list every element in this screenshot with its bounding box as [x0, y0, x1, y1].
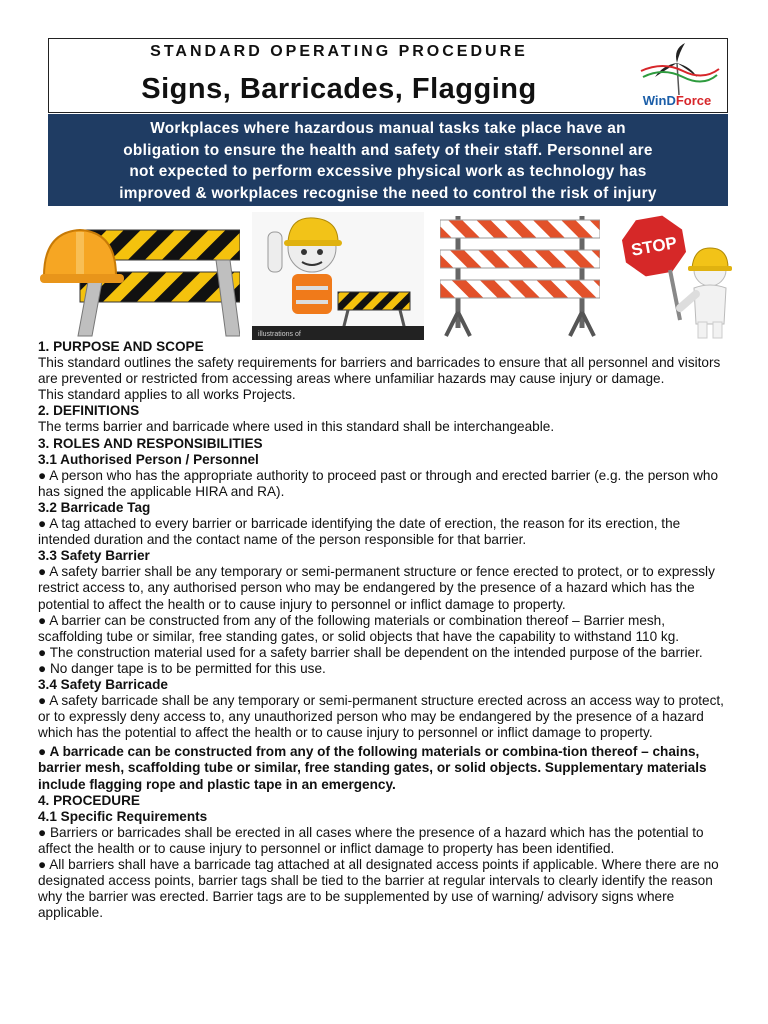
subsection-heading: 3.2 Barricade Tag — [38, 499, 151, 515]
stop-sign-text: STOP — [629, 233, 679, 260]
bullet-paragraph: ● A person who has the appropriate authority to proceed past or through and erected barrier (e.g. the person who has signed the applicable HIRA and RA). — [38, 467, 719, 499]
paragraph: This standard outlines the safety requirements for barriers and barricades to ensure that all personnel and visitors are prevented or restricted from accessing areas where unfamiliar hazards may cause injury or damage. — [38, 355, 721, 387]
banner-line: obligation to ensure the health and safety of their staff. Personnel are — [123, 141, 653, 159]
intro-banner — [48, 114, 728, 206]
bullet-paragraph: ● A barrier can be constructed from any of the following materials or combination thereof – Barrier mesh, scaffolding tube or similar, free standing gates, or solid objects that have the capability to withstand 110 kg. — [38, 612, 680, 644]
bullet-paragraph: ● No danger tape is to be permitted for this use. — [38, 660, 326, 676]
illustrations-row — [40, 212, 740, 340]
bullet-paragraph: ● A safety barricade shall be any temporary or semi-permanent structure erected across an access way to protect, or to expressly deny access to, any unauthorized person who may be endangered by the presence of a hazard which has the potential to affect the health or to cause injury to personnel or inflict damage to property. — [38, 693, 724, 741]
header-box — [48, 38, 728, 113]
bullet-paragraph: ● All barriers shall have a barricade tag attached at all designated access points if applicable. Where there are no designated access points, barrier tags shall be tied to the barrier at regular intervals to clearly identify the reason why the barrier was erected. Barrier tags are to be supplemented by use of warning/ advisory signs where applicable. — [38, 857, 719, 921]
document-body — [38, 339, 730, 921]
document-type: STANDARD OPERATING PROCEDURE — [150, 43, 528, 60]
bullet-paragraph: ● Barriers or barricades shall be erected in all cases where the presence of a hazard which has the potential to affect the health or to cause injury to personnel or inflict damage to property has been identified. — [38, 824, 704, 856]
document-title: Signs, Barricades, Flagging — [141, 73, 537, 105]
banner-line: improved & workplaces recognise the need to control the risk of injury — [119, 184, 657, 202]
worker-with-barricade-image — [252, 212, 424, 340]
bold-bullet-paragraph: ● A barricade can be constructed from any of the following materials or combina-tion thereof – chains, barrier mesh, scaffolding tube or similar, free standing gates, or solid objects. Supplementary materials include flagging rope and plastic tape in an emergency. — [38, 744, 707, 792]
image-caption: illustrations of — [258, 331, 301, 338]
subsection-heading: 3.1 Authorised Person / Personnel — [38, 451, 259, 467]
logo-text: WinDForce — [642, 93, 712, 108]
subsection-heading: 4.1 Specific Requirements — [38, 808, 208, 824]
bullet-paragraph: ● The construction material used for a safety barrier shall be dependent on the intended purpose of the barrier. — [38, 644, 703, 660]
subsection-heading: 3.3 Safety Barrier — [38, 548, 150, 564]
wind-turbine-logo-icon — [633, 41, 721, 95]
section-heading: 1. PURPOSE AND SCOPE — [38, 339, 204, 354]
banner-line: not expected to perform excessive physical work as technology has — [129, 163, 647, 180]
striped-barrier-image — [440, 212, 600, 340]
barricade-with-hard-hat-image — [40, 212, 240, 340]
windforce-logo — [633, 41, 721, 111]
paragraph: The terms barrier and barricade where used in this standard shall be interchangeable. — [38, 419, 555, 435]
bullet-paragraph: ● A safety barrier shall be any temporary or semi-permanent structure or fence erected to protect, or to expressly restrict access to, any authorised person who may be endangered by the presence of a hazard which has the potential to affect the health or to cause injury to personnel or inflict damage to property. — [38, 564, 715, 612]
section-heading: 2. DEFINITIONS — [38, 403, 140, 419]
paragraph: This standard applies to all works Projects. — [38, 387, 296, 403]
bullet-paragraph: ● A tag attached to every barrier or barricade identifying the date of erection, the reason for its erection, the intended duration and the contact name of the person responsible for that barrier. — [38, 516, 681, 548]
stop-sign-figure-image — [610, 212, 740, 340]
subsection-heading: 3.4 Safety Barricade — [38, 676, 168, 692]
banner-line: Workplaces where hazardous manual tasks take place have an — [150, 120, 626, 137]
section-heading: 3. ROLES AND RESPONSIBILITIES — [38, 435, 263, 451]
section-heading: 4. PROCEDURE — [38, 792, 140, 808]
